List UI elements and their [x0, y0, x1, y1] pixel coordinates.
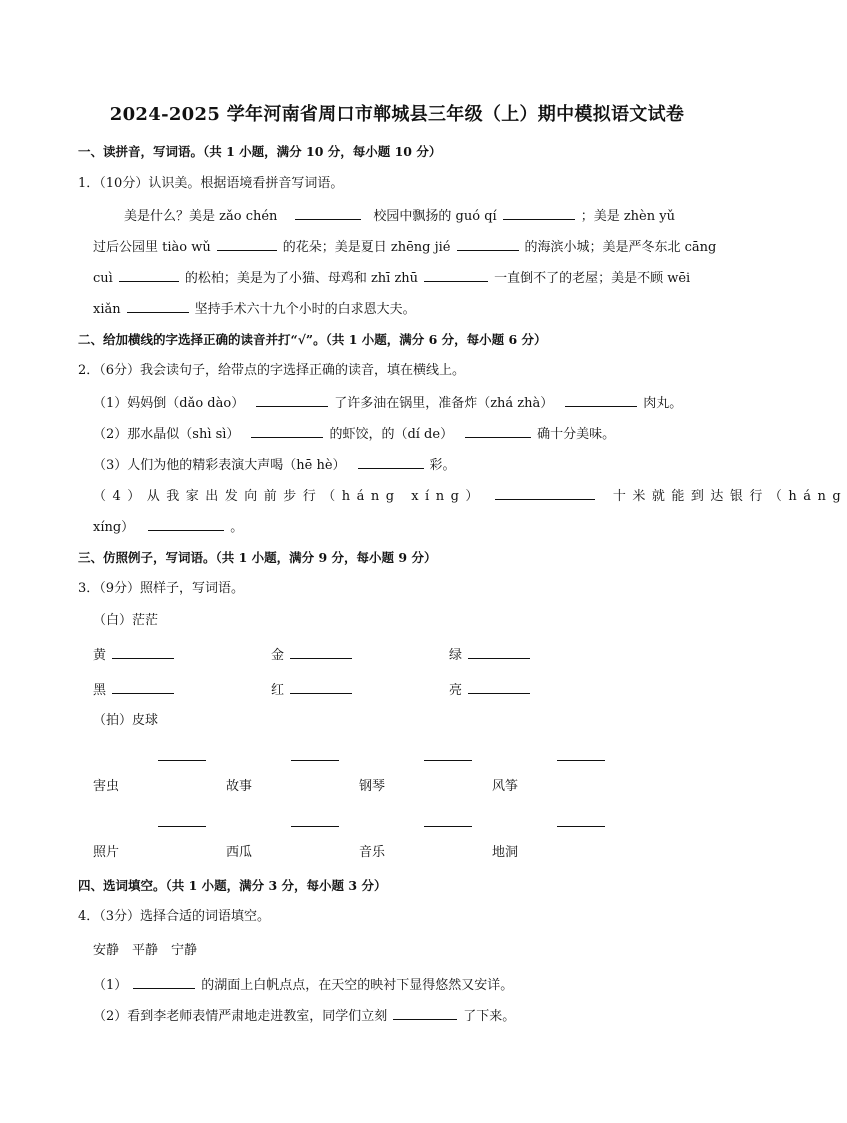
q2-text: （3）人们为他的精彩表演大声喝（hē hè） — [93, 458, 346, 473]
q1-text: cuì — [93, 271, 113, 286]
answer-blank[interactable] — [217, 237, 277, 251]
q1-text: 一直倒不了的老屋；美是不顾 wēi — [494, 271, 691, 286]
q2-text: （1）妈妈倒（dǎo dào） — [93, 396, 245, 411]
q4-text: 了下来。 — [463, 1009, 516, 1024]
q2-item-2 — [93, 424, 615, 444]
q1-text: ；美是 zhèn yǔ — [580, 209, 675, 224]
answer-blank[interactable] — [291, 826, 339, 827]
q2-item-4 — [93, 486, 847, 506]
answer-blank[interactable] — [112, 680, 174, 694]
q2-text: 十米就能到达银行（háng — [612, 489, 847, 504]
q1-text: 的松柏；美是为了小猫、母鸡和 zhī zhū — [184, 271, 419, 286]
answer-blank[interactable] — [468, 680, 530, 694]
answer-blank[interactable] — [495, 486, 595, 500]
q2-text: 肉丸。 — [643, 396, 683, 411]
section-4-heading: 四、选词填空。（共 1 小题，满分 3 分，每小题 3 分） — [78, 878, 387, 893]
q3-noun: 地洞 — [492, 845, 519, 860]
answer-blank[interactable] — [393, 1006, 457, 1020]
answer-blank[interactable] — [424, 760, 472, 761]
answer-blank[interactable] — [424, 268, 488, 282]
answer-blank[interactable] — [256, 393, 328, 407]
q2-stem: 2．（6分）我会读句子，给带点的字选择正确的读音，填在横线上。 — [78, 363, 466, 378]
answer-blank[interactable] — [251, 424, 323, 438]
q1-stem: 1．（10分）认识美。根据语境看拼音写词语。 — [78, 176, 344, 191]
answer-blank[interactable] — [112, 645, 174, 659]
answer-blank[interactable] — [457, 237, 519, 251]
q3-example-2: （拍）皮球 — [93, 713, 159, 728]
q1-text: 美是什么？美是 zǎo chén — [124, 209, 278, 224]
q3-word-cell — [93, 645, 174, 665]
q1-text: 坚持手术六十九个小时的白求恩大夫。 — [194, 302, 416, 317]
q2-text: 的虾饺，的（dí de） — [329, 427, 454, 442]
q1-text: 过后公园里 tiào wǔ — [93, 240, 211, 255]
q4-text: 的湖面上白帆点点，在天空的映衬下显得悠然又安详。 — [201, 978, 514, 993]
q3-word-cell — [271, 645, 352, 665]
q2-text: 确十分美味。 — [537, 427, 616, 442]
q3-noun: 害虫 — [93, 779, 120, 794]
answer-blank[interactable] — [465, 424, 531, 438]
q3-noun: 钢琴 — [359, 779, 386, 794]
answer-blank[interactable] — [468, 645, 530, 659]
answer-blank[interactable] — [557, 760, 605, 761]
answer-blank[interactable] — [148, 517, 224, 531]
answer-blank[interactable] — [119, 268, 179, 282]
q4-text: （1） — [93, 978, 128, 993]
q3-stem: 3．（9分）照样子，写词语。 — [78, 581, 245, 596]
q2-text: xíng） — [93, 520, 135, 535]
q2-text: （2）那水晶似（shì sì） — [93, 427, 240, 442]
q3-noun: 风筝 — [492, 779, 519, 794]
q1-line-3 — [93, 268, 690, 288]
q4-stem: 4．（3分）选择合适的词语填空。 — [78, 909, 271, 924]
q1-line-4 — [93, 299, 416, 319]
q3-prefix: 黄 — [93, 648, 107, 663]
q2-text: 。 — [230, 520, 244, 535]
q4-item-1 — [93, 975, 513, 995]
q1-line-1 — [124, 206, 675, 226]
q4-word-bank: 安静 平静 宁静 — [93, 943, 198, 958]
q2-text: 彩。 — [429, 458, 456, 473]
q4-text: （2）看到李老师表情严肃地走进教室，同学们立刻 — [93, 1009, 388, 1024]
section-1-heading: 一、读拼音，写词语。（共 1 小题，满分 10 分，每小题 10 分） — [78, 144, 442, 159]
answer-blank[interactable] — [295, 206, 361, 220]
q4-item-2 — [93, 1006, 515, 1026]
q1-line-2 — [93, 237, 716, 257]
exam-title: 2024-2025 学年河南省周口市郸城县三年级（上）期中模拟语文试卷 — [109, 104, 685, 125]
q2-item-4-cont — [93, 517, 243, 537]
q3-prefix: 黑 — [93, 683, 107, 698]
q2-item-3 — [93, 455, 456, 475]
answer-blank[interactable] — [127, 299, 189, 313]
q1-text: 的海滨小城；美是严冬东北 cāng — [524, 240, 717, 255]
q3-word-cell — [93, 680, 174, 700]
answer-blank[interactable] — [503, 206, 575, 220]
answer-blank[interactable] — [424, 826, 472, 827]
answer-blank[interactable] — [290, 680, 352, 694]
q3-noun: 西瓜 — [226, 845, 253, 860]
q3-word-cell — [271, 680, 352, 700]
q2-text: 了许多油在锅里，准备炸（zhá zhà） — [334, 396, 554, 411]
q2-item-1 — [93, 393, 682, 413]
answer-blank[interactable] — [290, 645, 352, 659]
q3-noun: 音乐 — [359, 845, 386, 860]
q3-prefix: 绿 — [449, 648, 463, 663]
answer-blank[interactable] — [291, 760, 339, 761]
answer-blank[interactable] — [557, 826, 605, 827]
answer-blank[interactable] — [158, 826, 206, 827]
q1-text: xiǎn — [93, 302, 121, 317]
section-2-heading: 二、给加横线的字选择正确的读音并打“√”。（共 1 小题，满分 6 分，每小题 6 分） — [78, 332, 547, 347]
answer-blank[interactable] — [565, 393, 637, 407]
q3-example-1: （白）茫茫 — [93, 613, 159, 628]
q3-word-cell — [449, 645, 530, 665]
q1-text: 的花朵；美是夏日 zhēng jié — [282, 240, 451, 255]
q3-prefix: 金 — [271, 648, 285, 663]
q3-prefix: 亮 — [449, 683, 463, 698]
answer-blank[interactable] — [133, 975, 195, 989]
answer-blank[interactable] — [358, 455, 424, 469]
q3-noun: 故事 — [226, 779, 253, 794]
section-3-heading: 三、仿照例子，写词语。（共 1 小题，满分 9 分，每小题 9 分） — [78, 550, 437, 565]
q3-noun: 照片 — [93, 845, 120, 860]
q2-text: （4）从我家出发向前步行（háng xíng） — [93, 489, 485, 504]
q3-prefix: 红 — [271, 683, 285, 698]
q3-word-cell — [449, 680, 530, 700]
q1-text: 校园中飘扬的 guó qí — [373, 209, 497, 224]
answer-blank[interactable] — [158, 760, 206, 761]
